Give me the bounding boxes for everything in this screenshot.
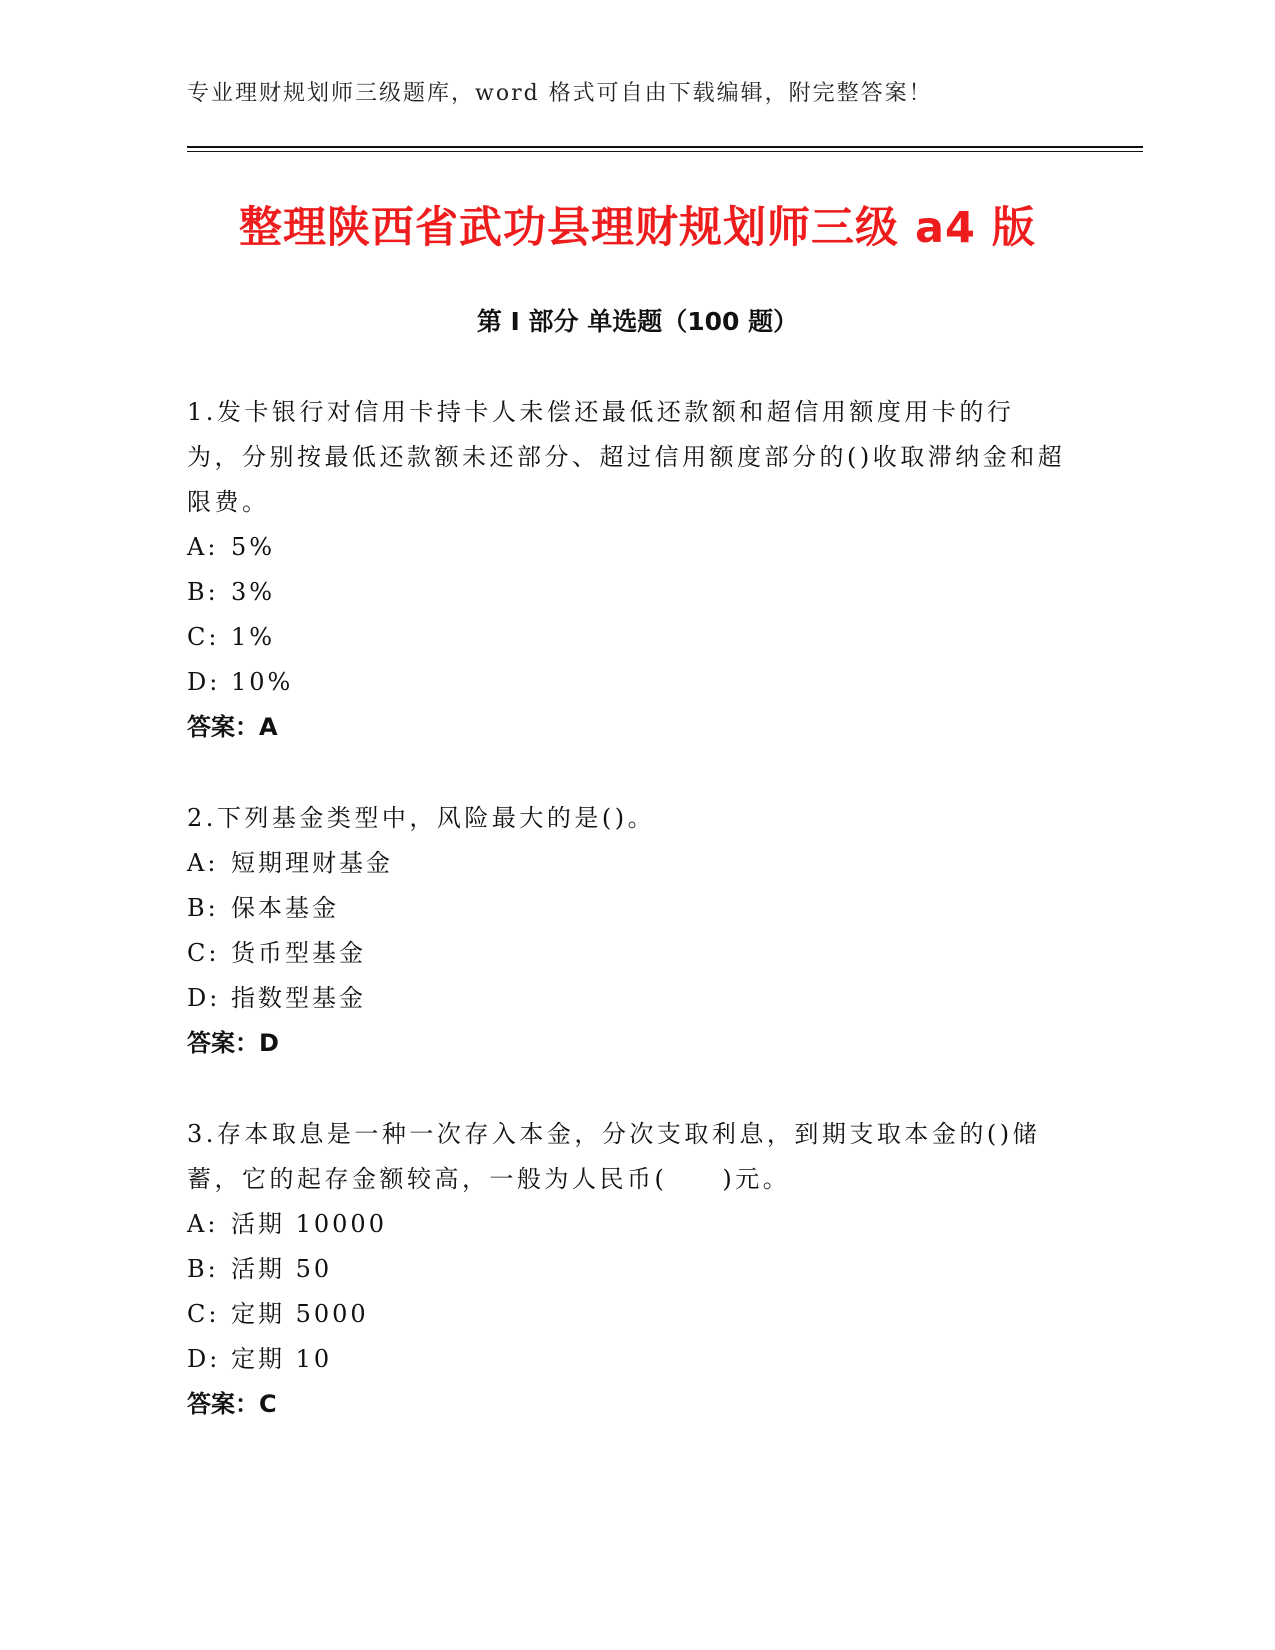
option-text: 货币型基金 [231, 939, 366, 967]
option-letter: A: [187, 849, 219, 877]
option-text: 10% [231, 668, 294, 696]
header-rule [187, 146, 1143, 148]
option-letter: C: [187, 1300, 220, 1328]
option-text: 1% [231, 623, 276, 651]
question-stem: 2.下列基金类型中，风险最大的是()。 [187, 804, 656, 832]
option-a [187, 1202, 1067, 1247]
option-text: 5% [231, 533, 276, 561]
option-text: 保本基金 [231, 894, 339, 922]
answer: 答案：A [187, 713, 278, 741]
question-list [187, 390, 1067, 1473]
option-text: 活期 10000 [231, 1210, 387, 1238]
option-letter: C: [187, 623, 220, 651]
option-c [187, 931, 1067, 976]
option-text: 短期理财基金 [231, 849, 393, 877]
option-d [187, 660, 1067, 705]
option-letter: D: [187, 1345, 221, 1373]
option-b [187, 570, 1067, 615]
option-a [187, 525, 1067, 570]
option-c [187, 615, 1067, 660]
option-letter: C: [187, 939, 220, 967]
option-d [187, 1337, 1067, 1382]
option-text: 定期 10 [231, 1345, 333, 1373]
question-1 [187, 390, 1067, 750]
option-letter: B: [187, 894, 219, 922]
question-3 [187, 1112, 1067, 1427]
question-stem: 3.存本取息是一种一次存入本金，分次支取利息，到期支取本金的()储蓄，它的起存金额较高，一般为人民币( )元。 [187, 1120, 1041, 1193]
option-letter: D: [187, 668, 221, 696]
section-heading: 第 I 部分 单选题（100 题） [476, 307, 799, 336]
option-text: 定期 5000 [231, 1300, 369, 1328]
option-a [187, 841, 1067, 886]
question-2 [187, 796, 1067, 1066]
answer: 答案：C [187, 1390, 277, 1418]
option-letter: D: [187, 984, 221, 1012]
option-letter: B: [187, 578, 219, 606]
option-letter: A: [187, 533, 219, 561]
question-stem: 1.发卡银行对信用卡持卡人未偿还最低还款额和超信用额度用卡的行为，分别按最低还款额未还部分、超过信用额度部分的()收取滞纳金和超限费。 [187, 398, 1066, 516]
document-title: 整理陕西省武功县理财规划师三级 a4 版 [239, 203, 1036, 253]
option-letter: B: [187, 1255, 219, 1283]
header-note: 专业理财规划师三级题库，word 格式可自由下载编辑，附完整答案！ [187, 81, 933, 106]
option-d [187, 976, 1067, 1021]
option-c [187, 1292, 1067, 1337]
answer: 答案：D [187, 1029, 279, 1057]
option-letter: A: [187, 1210, 219, 1238]
option-b [187, 1247, 1067, 1292]
option-b [187, 886, 1067, 931]
option-text: 3% [231, 578, 276, 606]
option-text: 活期 50 [231, 1255, 333, 1283]
option-text: 指数型基金 [231, 984, 366, 1012]
header-rule-thin [187, 151, 1143, 152]
